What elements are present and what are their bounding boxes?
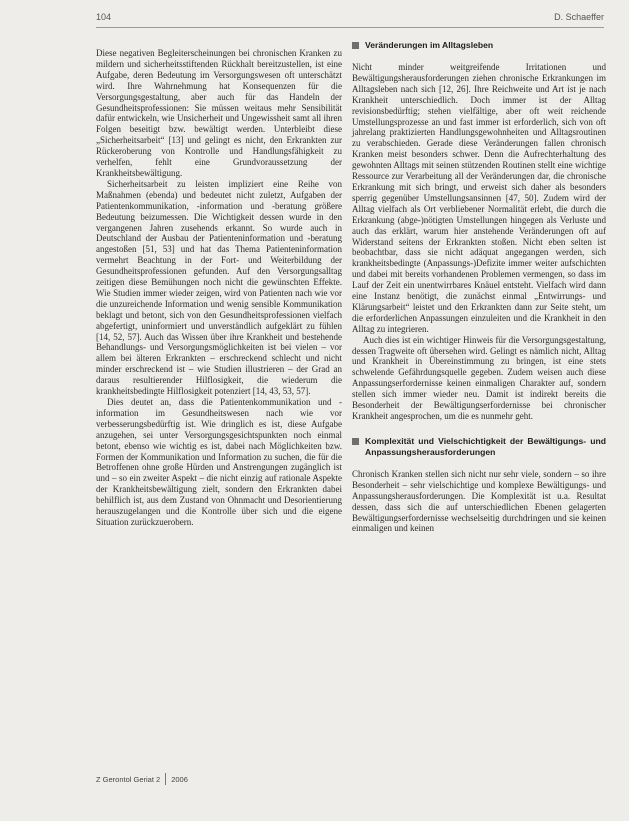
section-heading xyxy=(352,436,606,458)
right-column xyxy=(352,40,606,534)
section-heading-text: Veränderungen im Alltagsleben xyxy=(365,40,494,50)
page-footer xyxy=(96,773,188,785)
section-heading xyxy=(352,40,606,51)
paragraph: Dies deutet an, dass die Patientenkommunikation und -information im Gesundheitswesen nach wie vor verbesserungsbedürftig ist. Wie dringlich es ist, diese Aufgabe anzugehen, sei unter Versorgungsgesichtspunkten noch einmal betont, ebenso wie wichtig es ist, dabei nach Möglichkeiten bzw. Formen der Kommunikation und Information zu suchen, die für die Betroffenen ohne große Hürden und Anstrengungen zugänglich ist und – so ein zweiter Aspekt – die nicht einzig auf rationale Aspekte der Krankheitsbewältigung zielt, sondern den Erkrankten dabei behilflich ist, aus dem Zustand von Ohnmacht und Desorientierung herauszugelangen und die Kontrolle über sich und die eigene Situation zurückzuerobern. xyxy=(96,397,342,527)
section-gap xyxy=(352,422,606,436)
left-column xyxy=(96,48,342,528)
journal-citation: Z Gerontol Geriat 2 xyxy=(96,774,161,784)
running-head-author: D. Schaeffer xyxy=(554,12,604,22)
heading-square-icon xyxy=(352,438,359,445)
paragraph: Auch dies ist ein wichtiger Hinweis für die Versorgungsgestaltung, dessen Tragweite oft übersehen wird. Gelingt es nämlich nicht, Alltag und Krankheit in Übereinstimmung zu bringen, ist eine stets schwelende Gefährdungsquelle gegeben. Zudem weisen auch diese Anpassungserfordernisse keinen einmaligen Charakter auf, sondern stellen sich immer wieder neu. Damit ist indirekt bereits die Besonderheit der Bewältigungserfordernisse bei chronischer Krankheit angesprochen, um die es nunmehr geht. xyxy=(352,334,606,421)
paragraph: Diese negativen Begleiterscheinungen bei chronischen Kranken zu mildern und sicherheitsstiftenden Rückhalt bereitzustellen, ist eine Aufgabe, deren Bedeutung im Versorgungswesen oft unterschätzt wird. Ihre Wahrnehmung hat Konsequenzen für die Versorgungsgestaltung, aber auch für das Handeln der Gesundheitsprofessionen: Sie müssen weitaus mehr Sensibilität dafür entwickeln, wie Unsicherheit und Ungewissheit samt all ihren Folgen beseitigt bzw. bewältigt werden. Unterbleibt diese „Sicherheitsarbeit“ [13] und gelingt es nicht, den Erkrankten zur Rückeroberung von Kontrolle und Handlungsfähigkeit zu verhelfen, fehlt eine Grundvoraussetzung der Krankheitsbewältigung. xyxy=(96,48,342,178)
paragraph: Nicht minder weitgreifende Irritationen und Bewältigungsherausforderungen ziehen chronische Erkrankungen im Alltagsleben nach sich [12, 26]. Ihre Reichweite und Art ist je nach Krankheit unterschiedlich. Doch immer ist der Alltag revisionsbedürftig; stehen vielfältige, aber oft weit reichende Umstellungsprozesse an und fast immer ist erforderlich, sich von oft jahrelang praktizierten Handlungsgewohnheiten und Alltagsroutinen zu verabschieden. Gerade diese Veränderungen fallen chronisch Kranken meist besonders schwer. Denn die Aufrechterhaltung des gewohnten Alltags mit seinen stützenden Routinen stellt eine wichtige Ressource zur Verarbeitung all der Veränderungen dar, die chronische Erkrankung mit sich bringt, und erweist sich daher als besonders sperrig gegenüber Umstellungsansinnen [47, 50]. Zudem wird der Alltag vielfach als Ort verbliebener Normalität erlebt, die durch die Erkrankung (abge-)nötigten Umstellungen hingegen als Verluste und auch das erklärt, warum hier anstehende Veränderungen oft auf Widerstand seitens der Erkrankten stoßen. Nicht eben selten ist beobachtbar, dass sie nicht adäquat angegangen werden, sich krankheitsbedingte (Anpassungs-)Defizite immer weiter aufschichten und dabei mit bereits vorhandenen Problemen vermengen, so dass im Lauf der Zeit ein unentwirrbares Knäuel entsteht. Vielfach wird dann eine Instanz benötigt, die zunächst einmal „Entwirrungs- und Klärungsarbeit“ leistet und den Erkrankten dann zur Seite steht, um die erforderlichen Anpassungen einzuleiten und die Krankheit in den Alltag zu integrieren. xyxy=(352,62,606,334)
section-heading-text: Komplexität und Vielschichtigkeit der Bewältigungs- und Anpassungsherausforderungen xyxy=(365,435,606,457)
footer-divider xyxy=(165,773,166,785)
publication-year: 2006 xyxy=(171,774,188,784)
page-number: 104 xyxy=(96,12,112,22)
paragraph: Sicherheitsarbeit zu leisten impliziert eine Reihe von Maßnahmen (ebenda) und bedeutet nicht zuletzt, Aufgaben der Patientenkommunikation, -information und -beratung größere Bedeutung beizumessen. Die Wichtigkeit dessen wurde in den vergangenen Jahren zusehends erkannt. So wurde auch in Deutschland der Ausbau der Patienteninformation und -beratung angestoßen [51, 53] und hat das Thema Patienteninformation vermehrt Beachtung in der Fort- und Weiterbildung der Gesundheitsprofessionen gefunden. Auf den Versorgungsalltag zeitigen diese Bemühungen noch nicht die gewünschten Effekte. Wie Studien immer wieder zeigen, wird von Patienten nach wie vor die unzureichende Information und wenig sensible Kommunikation beklagt und betont, sich von den Gesundheitsprofessionen vielfach abgefertigt, uninformiert und unverständlich aufgeklärt zu fühlen [14, 52, 57]. Auch das Wissen über ihre Krankheit und bestehende Behandlungs- und Versorgungsmöglichkeiten ist bei vielen – vor allem bei älteren Erkrankten – erschreckend schlecht und nicht minder erschreckend ist – wie Studien illustrieren – der Grad an daraus resultierender Hilflosigkeit, die wiederum die krankheitsbedingte Hilflosigkeit potenziert [14, 43, 53, 57]. xyxy=(96,178,342,397)
header-rule xyxy=(96,27,604,28)
paragraph: Chronisch Kranken stellen sich nicht nur sehr viele, sondern – so ihre Besonderheit – sehr vielschichtige und komplexe Bewältigungs- und Anpassungsherausforderungen. Die Komplexität ist u.a. Resultat dessen, dass sich die auf unterschiedlichen Ebenen gelagerten Bewältigungserfordernisse wechselseitig durchdringen und sie keinen einmaligen und keinen xyxy=(352,468,606,534)
page-header xyxy=(96,12,604,26)
heading-square-icon xyxy=(352,42,359,49)
